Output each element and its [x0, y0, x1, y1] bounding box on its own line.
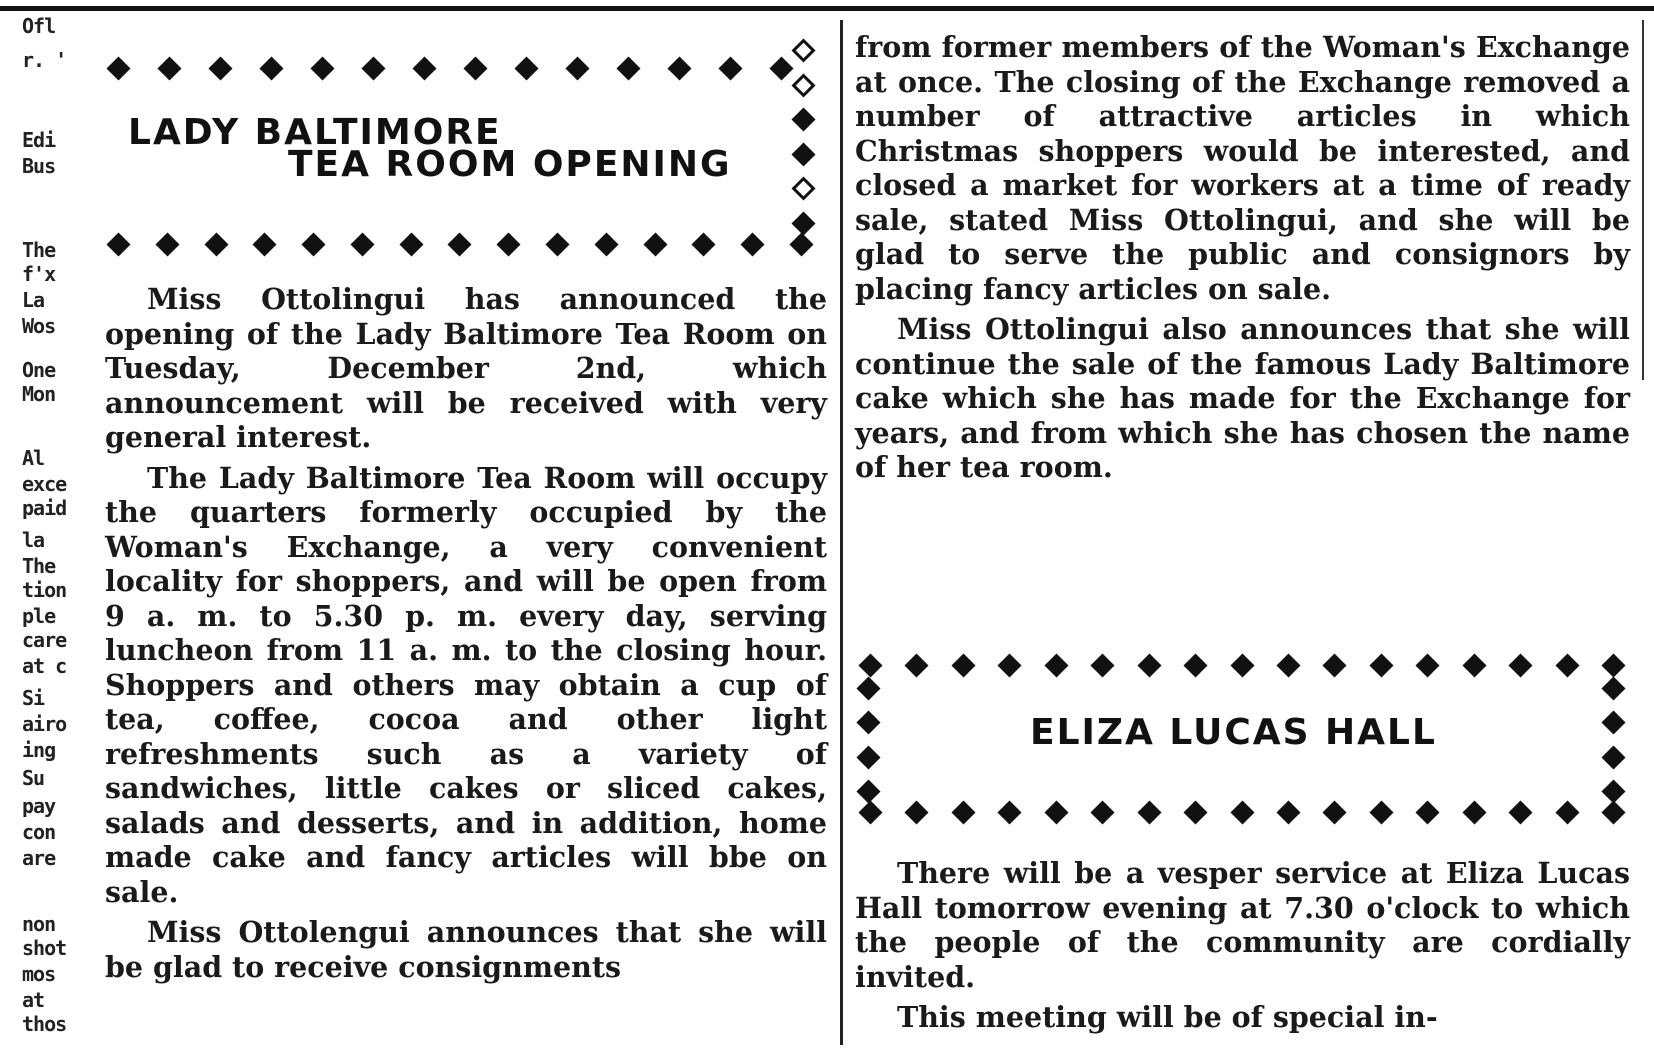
diamond-ornament: [741, 232, 765, 256]
diamond-ornament: [208, 56, 232, 80]
diamond-ornament: [1137, 800, 1161, 824]
diamond-ornament: [858, 800, 882, 824]
diamond-ornament: [1230, 653, 1254, 677]
headline-eliza-lucas-hall: ELIZA LUCAS HALL: [1030, 712, 1437, 753]
diamond-ornament: [310, 56, 334, 80]
diamond-ornament: [412, 56, 436, 80]
diamond-ornament: [1137, 653, 1161, 677]
diamond-ornament: [1369, 800, 1393, 824]
diamond-ornament: [594, 232, 618, 256]
diamond-ornament: [1230, 800, 1254, 824]
diamond-border-bottom: [862, 804, 1622, 821]
diamond-ornament: [157, 56, 181, 80]
article-tea-room-continued: [855, 30, 1630, 491]
gutter-fragment: airo: [22, 712, 67, 736]
diamond-ornament: [514, 56, 538, 80]
diamond-ornament: [1462, 653, 1486, 677]
diamond-ornament: [546, 232, 570, 256]
diamond-ornament: [856, 745, 880, 769]
gutter-fragment: Ofl: [22, 14, 56, 38]
diamond-border-bottom: [110, 236, 810, 253]
diamond-ornament: [204, 232, 228, 256]
diamond-ornament: [155, 232, 179, 256]
diamond-ornament: [858, 653, 882, 677]
diamond-ornament: [791, 142, 815, 166]
gutter-fragment: f'x: [22, 262, 56, 286]
gutter-fragment: care: [22, 628, 67, 652]
diamond-ornament: [1601, 653, 1625, 677]
gutter-fragment: ing: [22, 738, 56, 762]
diamond-ornament: [905, 800, 929, 824]
diamond-ornament: [302, 232, 326, 256]
diamond-ornament: [718, 56, 742, 80]
paragraph: from former members of the Woman's Exchange at once. The closing of the Exchange removed a number of attractive articles in which Christmas shoppers would be interested, and closed a market for workers at a time of ready sale, stated Miss Ottolingui, and she will be glad to serve the public and consignors by placing fancy articles on sale.: [855, 30, 1630, 306]
diamond-ornament: [1044, 800, 1068, 824]
diamond-ornament: [361, 56, 385, 80]
article-tea-room-body: [105, 282, 827, 990]
diamond-ornament: [399, 232, 423, 256]
diamond-ornament: [951, 800, 975, 824]
paragraph: Miss Ottolingui has announced the opening of the Lady Baltimore Tea Room on Tuesday, December 2nd, which announcement will be received with very general interest.: [105, 282, 827, 454]
diamond-ornament: [1509, 653, 1533, 677]
diamond-ornament: [1416, 800, 1440, 824]
diamond-ornament: [1323, 653, 1347, 677]
diamond-ornament: [1276, 800, 1300, 824]
gutter-fragment: at: [22, 988, 45, 1012]
gutter-fragment: r. ': [22, 48, 67, 72]
gutter-fragment: paid: [22, 496, 67, 520]
gutter-fragment: exce: [22, 472, 67, 496]
diamond-border-top: [862, 657, 1622, 674]
diamond-ornament: [791, 38, 815, 62]
diamond-border-left: [860, 680, 877, 800]
gutter-fragment: Mon: [22, 382, 56, 406]
diamond-ornament: [1323, 800, 1347, 824]
gutter-fragment: Wos: [22, 314, 56, 338]
diamond-ornament: [350, 232, 374, 256]
paragraph: Miss Ottolingui also announces that she will continue the sale of the famous Lady Baltimore cake which she has made for the Exchange for years, and from which she has chosen the name of her tea room.: [855, 312, 1630, 484]
diamond-ornament: [1462, 800, 1486, 824]
gutter-fragment: mos: [22, 962, 56, 986]
diamond-ornament: [565, 56, 589, 80]
diamond-ornament: [1601, 800, 1625, 824]
diamond-ornament: [1555, 800, 1579, 824]
gutter-fragment: Su: [22, 766, 45, 790]
gutter-fragment: shot: [22, 936, 67, 960]
diamond-border-top: [110, 60, 790, 77]
paragraph: The Lady Baltimore Tea Room will occupy the quarters formerly occupied by the Woman's Exchange, a very convenient locality for shoppers, and will be open from 9 a. m. to 5.30 p. m. every day, serving luncheon from 11 a. m. to the closing hour. Shoppers and others may obtain a cup of tea, coffee, cocoa and other light refreshments such as a variety of sandwiches, little cakes or sliced cakes, salads and desserts, and in addition, home made cake and fancy articles will bbe on sale.: [105, 460, 827, 909]
gutter-fragment: ple: [22, 604, 56, 628]
diamond-ornament: [1601, 676, 1625, 700]
gutter-fragment: thos: [22, 1012, 67, 1036]
diamond-ornament: [791, 177, 815, 201]
diamond-ornament: [1091, 800, 1115, 824]
article-eliza-lucas-body: [855, 856, 1630, 1041]
diamond-ornament: [497, 232, 521, 256]
diamond-ornament: [463, 56, 487, 80]
diamond-ornament: [791, 211, 815, 235]
diamond-ornament: [448, 232, 472, 256]
gutter-fragment: la: [22, 528, 45, 552]
gutter-fragment: are: [22, 846, 56, 870]
diamond-border-right: [1605, 680, 1622, 800]
headline-line-1: LADY BALTIMORE: [128, 112, 502, 153]
diamond-ornament: [106, 56, 130, 80]
gutter-fragment: pay: [22, 794, 56, 818]
gutter-fragment: non: [22, 912, 56, 936]
gutter-fragment: at c: [22, 654, 67, 678]
diamond-ornament: [259, 56, 283, 80]
diamond-ornament: [1276, 653, 1300, 677]
diamond-ornament: [1601, 711, 1625, 735]
diamond-ornament: [616, 56, 640, 80]
diamond-ornament: [253, 232, 277, 256]
diamond-ornament: [856, 676, 880, 700]
gutter-fragment: Al: [22, 446, 45, 470]
diamond-ornament: [1509, 800, 1533, 824]
diamond-ornament: [789, 232, 813, 256]
diamond-ornament: [1184, 800, 1208, 824]
gutter-fragment: The: [22, 554, 56, 578]
gutter-fragment: The: [22, 238, 56, 262]
diamond-ornament: [769, 56, 793, 80]
diamond-ornament: [998, 800, 1022, 824]
gutter-fragment: Edi: [22, 128, 56, 152]
gutter-fragment: tion: [22, 578, 67, 602]
diamond-ornament: [856, 779, 880, 803]
diamond-ornament: [106, 232, 130, 256]
right-column-edge-rule: [1642, 20, 1644, 380]
diamond-ornament: [1416, 653, 1440, 677]
headline-line-2: TEA ROOM OPENING: [288, 144, 732, 185]
gutter-fragment: Si: [22, 686, 45, 710]
paragraph: There will be a vesper service at Eliza Lucas Hall tomorrow evening at 7.30 o'clock to which the people of the community are cordially invited.: [855, 856, 1630, 994]
diamond-ornament: [791, 108, 815, 132]
diamond-ornament: [905, 653, 929, 677]
diamond-ornament: [1555, 653, 1579, 677]
gutter-fragment: con: [22, 820, 56, 844]
diamond-ornament: [1091, 653, 1115, 677]
paragraph: Miss Ottolengui announces that she will be glad to receive consignments: [105, 915, 827, 984]
diamond-ornament: [1601, 745, 1625, 769]
diamond-ornament: [856, 711, 880, 735]
diamond-ornament: [998, 653, 1022, 677]
paragraph: This meeting will be of special in-: [897, 1000, 1438, 1034]
top-rule: [0, 6, 1654, 11]
diamond-ornament: [667, 56, 691, 80]
diamond-ornament: [643, 232, 667, 256]
gutter-fragment: La: [22, 288, 45, 312]
diamond-border-right: [795, 42, 812, 232]
diamond-ornament: [1369, 653, 1393, 677]
column-divider: [840, 20, 843, 1045]
gutter-fragment: One: [22, 358, 56, 382]
diamond-ornament: [1184, 653, 1208, 677]
diamond-ornament: [951, 653, 975, 677]
gutter-fragment: Bus: [22, 154, 56, 178]
diamond-ornament: [791, 73, 815, 97]
diamond-ornament: [692, 232, 716, 256]
diamond-ornament: [1044, 653, 1068, 677]
